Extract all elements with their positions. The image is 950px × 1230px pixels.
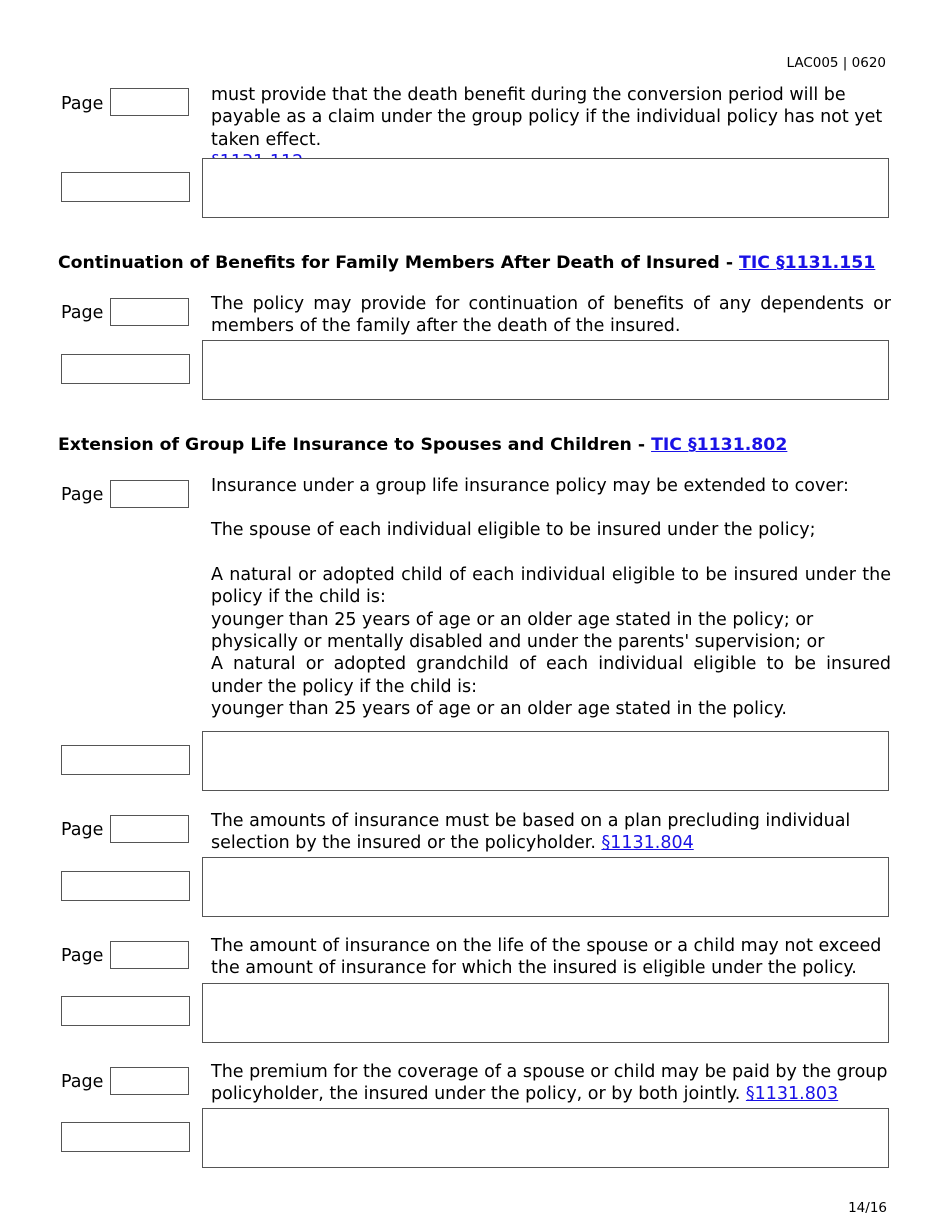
intro-text: Insurance under a group life insurance policy may be extended to cover: <box>211 476 849 496</box>
grandchild-age-text: younger than 25 years of age or an older age stated in the policy. <box>211 699 787 720</box>
page-number-input[interactable] <box>110 480 189 508</box>
page-label: Page <box>61 94 104 114</box>
reference-input[interactable] <box>61 1122 190 1152</box>
page-number-input[interactable] <box>110 815 189 843</box>
heading-statute-link[interactable]: TIC §1131.802 <box>651 435 788 455</box>
reference-input[interactable] <box>61 871 190 901</box>
comment-box[interactable] <box>202 731 889 791</box>
spouse-text: The spouse of each individual eligible to be insured under the policy; <box>211 520 816 541</box>
requirement-text: The amounts of insurance must be based on a plan precluding individual selection by the insured or the policyholder. <box>211 811 851 854</box>
page-label: Page <box>61 485 104 505</box>
requirement-text-extension <box>211 475 891 721</box>
heading-text: Continuation of Benefits for Family Members After Death of Insured - <box>58 253 733 273</box>
comment-box[interactable] <box>202 983 889 1043</box>
page-label: Page <box>61 946 104 966</box>
requirement-text: The amount of insurance on the life of the spouse or a child may not exceed the amount of insurance for which the insured is eligible under the policy. <box>211 936 882 979</box>
page-label: Page <box>61 820 104 840</box>
page-label: Page <box>61 303 104 323</box>
comment-box[interactable] <box>202 340 889 400</box>
heading-text: Extension of Group Life Insurance to Spouses and Children - <box>58 435 646 455</box>
page-label: Page <box>61 1072 104 1092</box>
reference-input[interactable] <box>61 172 190 202</box>
requirement-text-continuation: The policy may provide for continuation of benefits of any dependents or members of the family after the death of the insured. <box>211 294 891 337</box>
page-number-input[interactable] <box>110 88 189 116</box>
page-number-input[interactable] <box>110 1067 189 1095</box>
comment-box[interactable] <box>202 857 889 917</box>
statute-link[interactable]: §1131.803 <box>745 1084 839 1105</box>
statute-link[interactable]: §1131.804 <box>601 833 694 854</box>
reference-input[interactable] <box>61 745 190 775</box>
heading-statute-link[interactable]: TIC §1131.151 <box>739 253 876 273</box>
requirement-text-amounts <box>211 810 891 855</box>
child-age-text: younger than 25 years of age or an older age stated in the policy; or <box>211 609 814 630</box>
child-disabled-text: physically or mentally disabled and under the parents' supervision; or <box>211 632 825 653</box>
comment-box[interactable] <box>202 158 889 218</box>
requirement-text: must provide that the death benefit during the conversion period will be payable as a claim under the group policy if the individual policy has not yet taken effect. <box>211 85 883 150</box>
form-code: LAC005 | 0620 <box>786 55 886 71</box>
section-heading-continuation <box>58 252 875 274</box>
page-number-input[interactable] <box>110 298 189 326</box>
page-number-input[interactable] <box>110 941 189 969</box>
child-text: A natural or adopted child of each individual eligible to be insured under the policy if the child is: <box>211 564 891 608</box>
requirement-text-premium <box>211 1061 891 1106</box>
comment-box[interactable] <box>202 1108 889 1168</box>
section-heading-extension <box>58 434 787 456</box>
reference-input[interactable] <box>61 996 190 1026</box>
reference-input[interactable] <box>61 354 190 384</box>
requirement-text: The premium for the coverage of a spouse or child may be paid by the group policyholder, the insured under the policy, or by both jointly. <box>211 1062 888 1105</box>
page-number: 14/16 <box>848 1200 887 1216</box>
grandchild-text: A natural or adopted grandchild of each individual eligible to be insured under the policy if the child is: <box>211 654 891 697</box>
